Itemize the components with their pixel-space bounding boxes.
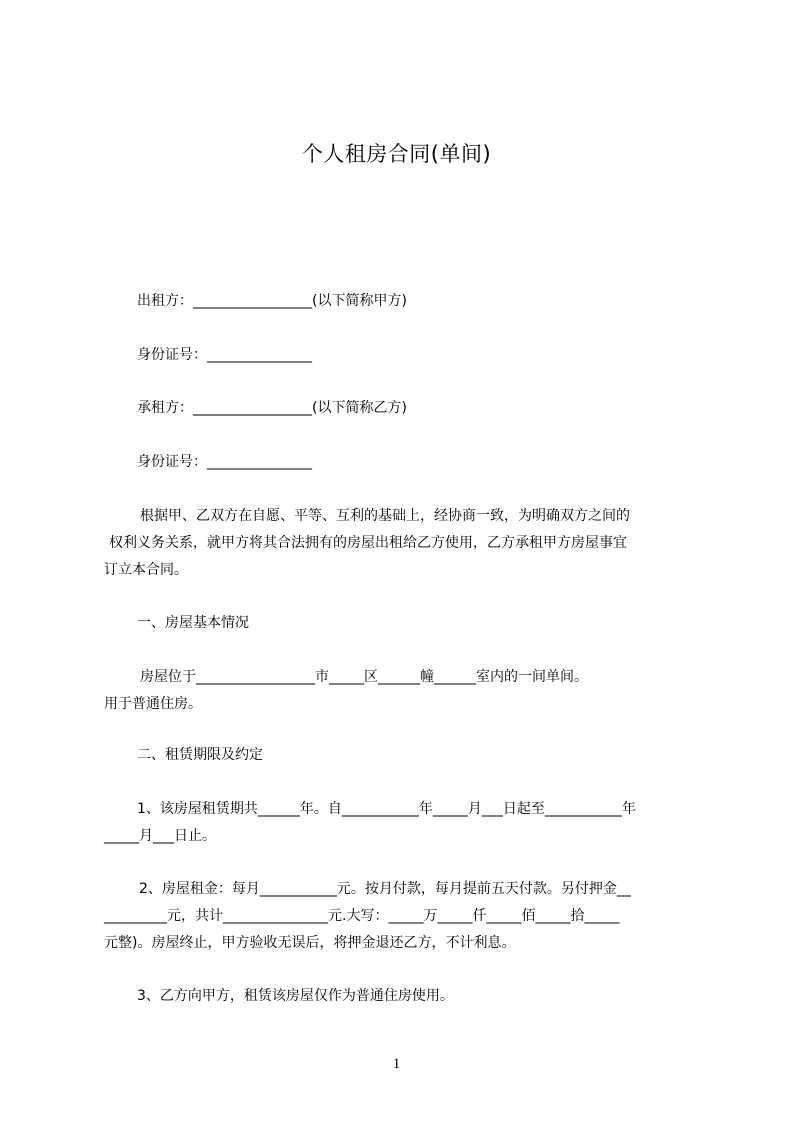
lessee-id-line: 身份证号：_______________: [137, 454, 312, 470]
rent-line-3: 元整)。房屋终止，甲方验收无误后，将押金退还乙方，不计利息。: [104, 935, 516, 951]
term-line-2: _____月___日止。: [104, 828, 216, 844]
section-heading-1: 一、房屋基本情况: [137, 615, 249, 631]
house-line-1: 房屋位于_________________市_____区______幢______室内的一间单间。: [140, 669, 588, 685]
use-line-1: 3、乙方向甲方，租赁该房屋仅作为普通住房使用。: [137, 988, 454, 1004]
intro-line-3: 订立本合同。: [104, 562, 188, 578]
contract-title: 个人租房合同(单间): [301, 142, 492, 166]
intro-line-1: 根据甲、乙双方在自愿、平等、互利的基础上，经协商一致，为明确双方之间的: [140, 508, 630, 524]
rent-line-1: 2、房屋租金：每月___________元。按月付款，每月提前五天付款。另付押金__: [139, 881, 631, 897]
lessor-id-line: 身份证号：_______________: [137, 347, 312, 363]
lessor-line: 出租方：_________________(以下简称甲方): [137, 293, 407, 309]
rent-line-2: _________元，共计_______________元.大写：_____万_____仟_____佰_____拾_____: [104, 908, 620, 924]
house-line-2: 用于普通住房。: [104, 696, 202, 712]
lessee-line: 承租方：_________________(以下简称乙方): [137, 400, 407, 416]
term-line-1: 1、该房屋租赁期共______年。自___________年_____月___日起至___________年: [137, 801, 636, 817]
intro-line-2: 权利义务关系，就甲方将其合法拥有的房屋出租给乙方使用，乙方承租甲方房屋事宜: [109, 535, 627, 551]
page-number: 1: [392, 1056, 401, 1072]
section-heading-2: 二、租赁期限及约定: [137, 747, 263, 763]
